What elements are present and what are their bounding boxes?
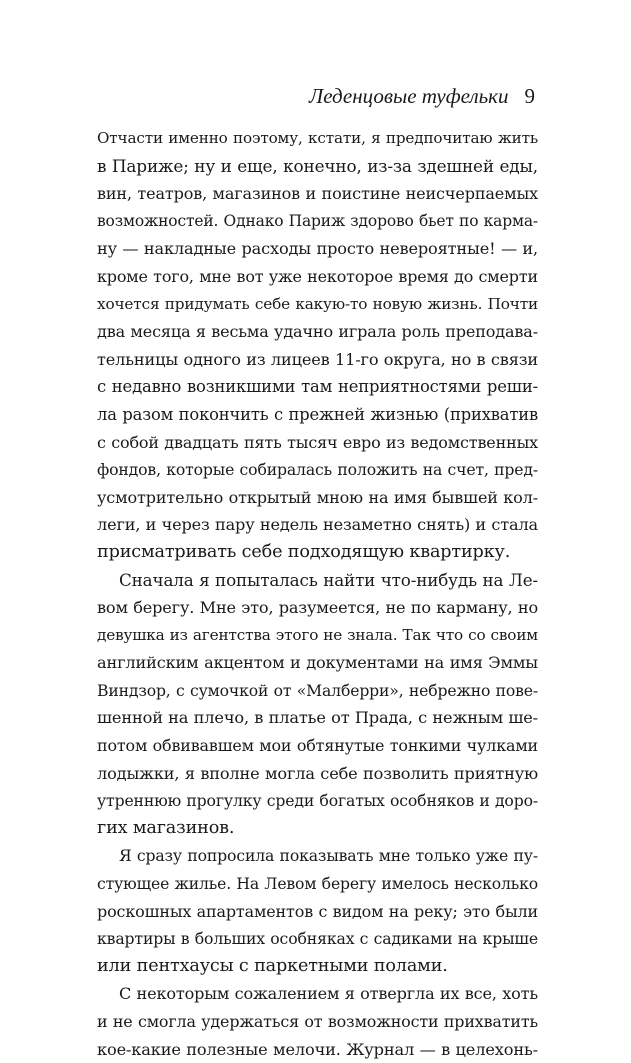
text-line: потом обвивавшем мои обтянутые тонкими чулками (97, 736, 538, 756)
text-line: Сначала я попыталась найти что-нибудь на Ле- (119, 569, 538, 590)
running-head-title: Леденцовые туфельки (308, 84, 509, 108)
text-line: девушка из агентства этого не знала. Так что со своим (97, 625, 538, 644)
text-line: лодыжки, я вполне могла себе позволить приятную (97, 763, 538, 783)
text-line: леги, и через пару недель незаметно снять) и стала (97, 515, 538, 535)
text-line: С некоторым сожалением я отвергла их все, хоть (119, 984, 538, 1004)
text-line: хочется придумать себе какую-то новую жизнь. Почти (97, 294, 538, 313)
running-head (309, 84, 535, 109)
text-line: Виндзор, с сумочкой от «Малберри», небрежно пове- (97, 680, 538, 700)
text-line: возможностей. Однако Париж здорово бьет по карма- (97, 211, 538, 230)
text-line: Отчасти именно поэтому, кстати, я предпочитаю жить (97, 129, 538, 147)
body-text (97, 125, 538, 1063)
text-line: присматривать себе подходящую квартирку. (97, 541, 511, 562)
text-line: с недавно возникшими там неприятностями реши- (97, 377, 538, 397)
text-line: тельницы одного из лицеев 11-го округа, но в связи (97, 349, 538, 369)
text-line: или пентхаусы с паркетными полами. (97, 955, 448, 976)
text-line: и не смогла удержаться от возможности прихватить (97, 1012, 538, 1031)
text-line: ну — накладные расходы просто невероятные! — и, (97, 239, 538, 259)
text-line: утреннюю прогулку среди богатых особняков и доро- (97, 791, 538, 811)
text-line: Я сразу попросила показывать мне только уже пу- (119, 846, 538, 866)
text-line: квартиры в больших особняках с садиками на крыше (97, 929, 538, 949)
text-line: усмотрительно открытый мною на имя бывшей кол- (97, 487, 538, 507)
text-line: английским акцентом и документами на имя Эммы (97, 653, 538, 673)
text-line: ла разом покончить с прежней жизнью (прихватив (97, 404, 538, 424)
text-line: вин, театров, магазинов и поистине неисчерпаемых (97, 184, 538, 204)
text-line: стующее жилье. На Левом берегу имелось несколько (97, 874, 538, 894)
text-line: в Париже; ну и еще, конечно, из-за здешней еды, (97, 155, 538, 176)
text-line: фондов, которые собиралась положить на счет, пред- (97, 460, 538, 480)
text-line: кроме того, мне вот уже некоторое время до смерти (97, 266, 538, 286)
text-line: с собой двадцать пять тысяч евро из ведомственных (97, 432, 538, 452)
text-line: два месяца я весьма удачно играла роль преподава- (97, 322, 538, 342)
text-line: кое-какие полезные мелочи. Журнал — в целехонь- (97, 1039, 538, 1059)
page-number: 9 (524, 84, 535, 108)
text-line: вом берегу. Мне это, разумеется, не по карману, но (97, 598, 538, 618)
text-line: гих магазинов. (97, 817, 235, 838)
text-line: роскошных апартаментов с видом на реку; это были (97, 901, 538, 921)
text-line: шенной на плечо, в платье от Прада, с нежным ше- (97, 708, 538, 728)
